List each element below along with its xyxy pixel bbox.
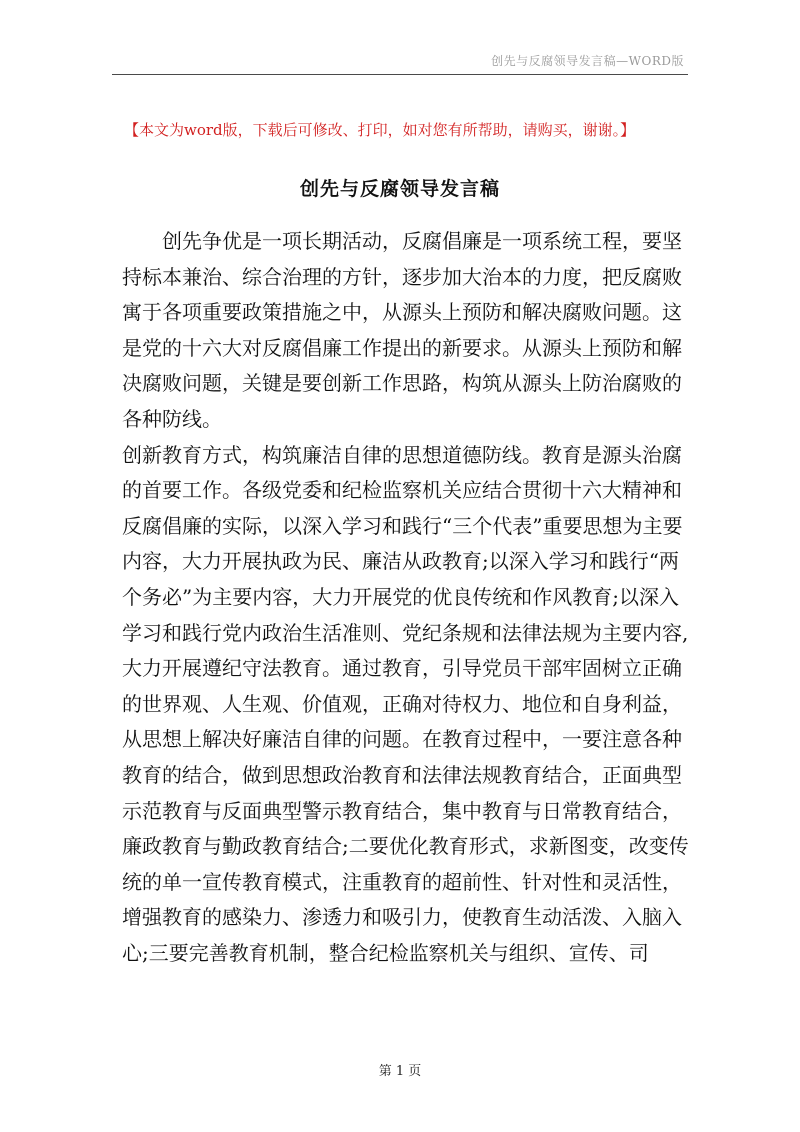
document-title: 创先与反腐领导发言稿 (299, 178, 500, 200)
paragraph-intro: 创先争优是一项长期活动，反腐倡廉是一项系统工程，要坚持标本兼治、综合治理的方针，逐步加大治本的力度，把反腐败寓于各项重要政策措施之中，从源头上预防和解决腐败问题。这是党的十六大对反腐倡廉工作提出的新要求。从源头上预防和解决腐败问题，关键是要创新工作思路，构筑从源头上防治腐败的各种防线。 (122, 229, 682, 431)
running-header: 创先与反腐领导发言稿—WORD版 (491, 54, 684, 68)
header-divider (112, 74, 688, 75)
document-body (122, 224, 694, 971)
paragraph-education: 创新教育方式，构筑廉洁自律的思想道德防线。教育是源头治腐的首要工作。各级党委和纪检监察机关应结合贯彻十六大精神和反腐倡廉的实际，以深入学习和践行“三个代表”重要思想为主要内容，大力开展执政为民、廉洁从政教育;以深入学习和践行“两个务必”为主要内容，大力开展党的优良传统和作风教育;以深入学习和践行党内政治生活准则、党纪条规和法律法规为主要内容,大力开展遵纪守法教育。通过教育，引导党员干部牢固树立正确的世界观、人生观、价值观，正确对待权力、地位和自身利益，从思想上解决好廉洁自律的问题。在教育过程中，一要注意各种教育的结合，做到思想政治教育和法律法规教育结合，正面典型示范教育与反面典型警示教育结合，集中教育与日常教育结合，廉政教育与勤政教育结合;二要优化教育形式，求新图变，改变传统的单一宣传教育模式，注重教育的超前性、针对性和灵活性，增强教育的感染力、渗透力和吸引力，使教育生动活泼、入脑入心;三要完善教育机制，整合纪检监察机关与组织、宣传、司 (122, 442, 689, 965)
download-notice: 【本文为word版，下载后可修改、打印，如对您有所帮助，请购买，谢谢。】 (124, 121, 636, 139)
page-number: 第 1 页 (378, 1064, 422, 1079)
